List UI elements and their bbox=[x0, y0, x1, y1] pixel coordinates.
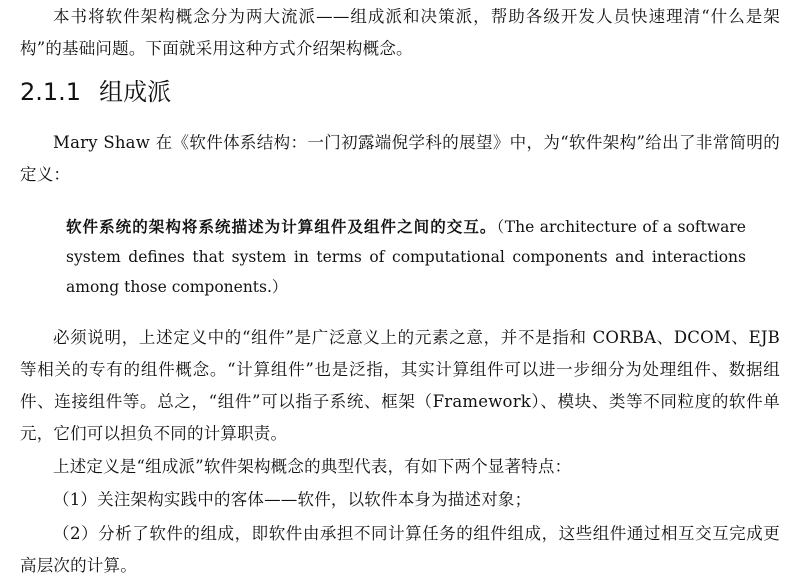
definition-quote-english: （The architecture of a software system defines that system in terms of computational components and interactions among those components.） bbox=[66, 218, 746, 296]
definition-quote bbox=[66, 212, 746, 302]
feature-item-2: （2）分析了软件的组成，即软件由承担不同计算任务的组件组成，这些组件通过相互交互完成更高层次的计算。 bbox=[20, 524, 780, 575]
section-heading bbox=[20, 75, 171, 109]
section-number: 2.1.1 bbox=[20, 78, 82, 106]
section-title: 组成派 bbox=[99, 78, 172, 106]
shaw-definition-paragraph: Mary Shaw 在《软件体系结构：一门初露端倪学科的展望》中，为“软件架构”给出了非常简明的定义： bbox=[20, 133, 780, 184]
definition-quote-chinese: 软件系统的架构将系统描述为计算组件及组件之间的交互。 bbox=[66, 217, 497, 236]
explanation-paragraph: 必须说明，上述定义中的“组件”是广泛意义上的元素之意，并不是指和 CORBA、DCOM、EJB 等相关的专有的组件概念。“计算组件”也是泛指，其实计算组件可以进一步细分为处理组件、数据组件、连接组件等。总之，“组件”可以指子系统、框架（Framework）、模块、类等不同粒度的软件单元，它们可以担负不同的计算职责。 bbox=[20, 328, 780, 443]
feature-item-1: （1）关注架构实践中的客体——软件，以软件本身为描述对象； bbox=[53, 490, 532, 509]
intro-paragraph: 本书将软件架构概念分为两大流派——组成派和决策派，帮助各级开发人员快速理清“什么是架构”的基础问题。下面就采用这种方式介绍架构概念。 bbox=[20, 7, 780, 58]
features-intro-paragraph: 上述定义是“组成派”软件架构概念的典型代表，有如下两个显著特点： bbox=[53, 457, 572, 476]
